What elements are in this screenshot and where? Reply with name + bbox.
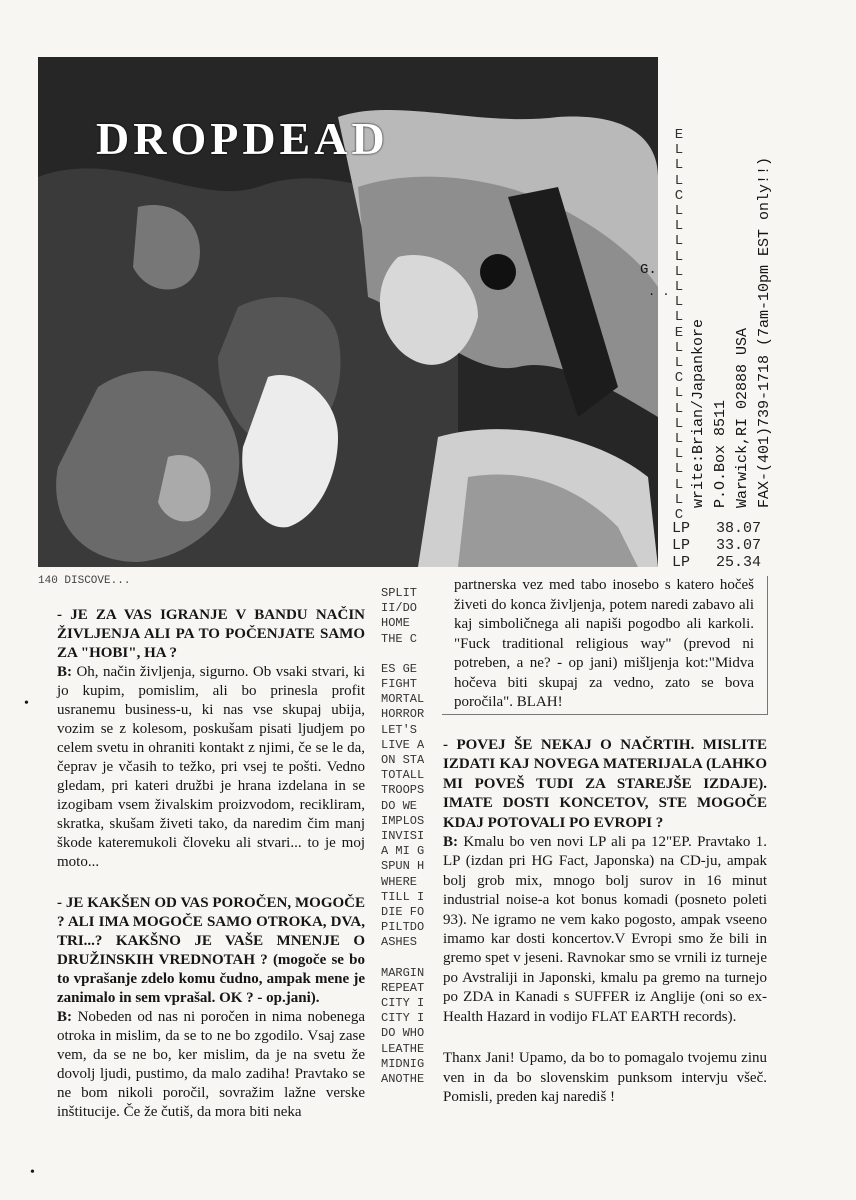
strip-letter: L <box>674 294 684 311</box>
strip-letter: C <box>674 507 684 524</box>
contact-address <box>690 110 773 510</box>
tracklist-line: II/DO <box>381 601 418 616</box>
strip-letter: L <box>674 355 684 372</box>
tracklist-line: IMPLOS <box>381 813 425 828</box>
tracklist-line: A MI G <box>381 844 425 859</box>
tracklist-line: DIE FO <box>381 905 425 920</box>
bullet-mark: • <box>24 696 29 711</box>
lp-entry: LP 33.07 <box>672 537 762 554</box>
tracklist-line: LIVE A <box>381 737 425 752</box>
lp-entry: LP 25.34 <box>672 554 762 571</box>
answer-1: B: Oh, način življenja, sigurno. Ob vsaki stvari, ki jo kupim, pomislim, ali bo prinesla profit usranemu business-u, ki nas vse skupaj ubija, vozim se z kolesom, poskušam pisati ljudjem po celem svetu in ohraniti kontakt z njimi, če se le da, čeprav je včasih to težko, pri vsej te pošti. Vedno gledam, pri kateri družbi je hrana izdelana in se izogibam vsem živalskim proizvodom, recikliram, skratka, skušam živeti tako, da naredim čim manj škode kateremukoli človeku ali stvari... to je moj moto... <box>57 664 365 870</box>
interview-right-column <box>443 736 767 1107</box>
strip-letter: L <box>674 263 684 280</box>
strip-letter: L <box>674 476 684 493</box>
tracklist-line: ASHES <box>381 935 418 950</box>
band-logo: DROPDEAD <box>96 113 389 164</box>
answer-3: B: Kmalu bo ven novi LP ali pa 12"EP. Pravtako 1. LP (izdan pri HG Fact, Japonska) na CD-ju, ampak bolj grob mix, mnogo bolj surov in 16 minut industrial noise-a kot bonus komadi (posneto poleti 93). Ne igramo ne vem kako pogosto, ampak vseeno imamo kar dosti koncertov.V Evropi smo že bili in gremo spet v jeseni. Ravnokar smo se vrnili iz turneje po Avstraliji in Japonski, kmalu pa gremo na turnejo po ZDA in Kanadi s SUFFER iz Anglije (oni so ex-Health Hazard in vodijo FLAT EARTH records). <box>443 834 767 1025</box>
vertical-letter-strip <box>672 128 686 523</box>
strip-letter: L <box>674 431 684 448</box>
strip-letter: L <box>674 248 684 265</box>
strip-letter: L <box>674 400 684 417</box>
lp-entry: LP 38.07 <box>672 520 762 537</box>
strip-letter: L <box>674 309 684 326</box>
tracklist-line: WHERE <box>381 874 418 889</box>
strip-letter: L <box>674 339 684 356</box>
contact-line: FAX-(401)739-1718 (7am-10pm EST only!!) <box>756 156 773 508</box>
contact-line: P.O.Box 8511 <box>712 399 729 508</box>
tracklist-line: TOTALL <box>381 768 425 783</box>
tracklist-line: REPEAT <box>381 980 425 995</box>
strip-letter: L <box>674 218 684 235</box>
fragment-bottom: 140 DISCOVE... <box>38 575 131 587</box>
strip-letter: L <box>674 446 684 463</box>
contact-line: write:Brian/Japankore <box>690 318 707 508</box>
tracklist-line: FIGHT <box>381 677 418 692</box>
tracklist-line: ES GE <box>381 661 418 676</box>
strip-letter: L <box>674 203 684 220</box>
fragment-dots: . . <box>648 285 670 299</box>
tracklist-line: ON STA <box>381 753 425 768</box>
tracklist-line: PILTDO <box>381 920 425 935</box>
question-2: - JE KAKŠEN OD VAS POROČEN, MOGOČE ? ALI IMA MOGOČE SAMO OTROKA, DVA, TRI...? KAKŠNO JE VAŠE MNENJE O DRUŽINSKIH VREDNOTAH ? (mogoče se bo to vprašanje zdelo komu čudno, ampak mene je zanimalo in sem vprašal. OK ? - op.jani). <box>57 895 365 1006</box>
tracklist-line: CITY I <box>381 996 425 1011</box>
tracklist-line: TROOPS <box>381 783 425 798</box>
tracklist-line: MIDNIG <box>381 1056 425 1071</box>
band-photo <box>38 57 658 567</box>
tracklist-line: TILL I <box>381 889 425 904</box>
tracklist-line: ANOTHE <box>381 1072 425 1087</box>
pasted-text-box <box>442 576 768 715</box>
tracklist-line: MARGIN <box>381 965 425 980</box>
tracklist-line: DO WE <box>381 798 418 813</box>
answer-2: B: Nobeden od nas ni poročen in nima nobenega otroka in mislim, da se to ne bo zgodilo. Vsaj zase vem, da se ne bo, ker mislim, da je na svetu že dovolj ljudi, pustimo, da malo zadiha! Pravtako se ne bom nikoli poročil, sovražim lažne verske inštitucije. Če že čutiš, da mora biti neka <box>57 1009 365 1120</box>
tracklist-line: LEATHE <box>381 1041 425 1056</box>
answer-2-continued: partnerska vez med tabo inosebo s katero hočeš živeti do konca življenja, potem naredi zabavo ali kaj simboličnega ali napiši pogodbo ali karkoli. "Fuck traditional religious way" (prevod ni potreben, a ne? - op jani) mišljenja kot:"Midva hočeva biti skupaj za vedno, zato se bova poročila". BLAH! <box>454 577 754 710</box>
fragment-g: G. <box>640 262 657 278</box>
strip-letter: L <box>674 415 684 432</box>
tracklist-line: HORROR <box>381 707 425 722</box>
strip-letter: E <box>674 127 684 143</box>
strip-letter: L <box>674 491 684 508</box>
tracklist-line: HOME <box>381 616 410 631</box>
strip-letter: L <box>674 461 684 478</box>
strip-letter: C <box>674 370 684 387</box>
strip-letter: L <box>674 279 684 296</box>
strip-letter: E <box>674 324 684 341</box>
bullet-mark: • <box>30 1165 35 1180</box>
tracklist-line: THE C <box>381 631 418 646</box>
strip-letter: L <box>674 385 684 402</box>
question-3: - POVEJ ŠE NEKAJ O NAČRTIH. MISLITE IZDATI KAJ NOVEGA MATERIJALA (LAHKO MI POVEŠ TUDI ZA STAREJŠE IZDAJE). IMATE DOSTI KONCETOV, STE MOGOČE KDAJ POTOVALI PO EVROPI ? <box>443 737 767 831</box>
tracklist-line: CITY I <box>381 1011 425 1026</box>
lp-price-list <box>672 520 761 571</box>
strip-letter: L <box>674 233 684 250</box>
tracklist-line: SPUN H <box>381 859 425 874</box>
tracklist-line: MORTAL <box>381 692 425 707</box>
strip-letter: L <box>674 172 684 189</box>
question-1: - JE ZA VAS IGRANJE V BANDU NAČIN ŽIVLJENJA ALI PA TO POČENJATE SAMO ZA "HOBI", HA ? <box>57 607 365 661</box>
strip-letter: L <box>674 142 684 159</box>
tracklist-line: SPLIT <box>381 586 418 600</box>
closing-note: Thanx Jani! Upamo, da bo to pomagalo tvojemu zinu ven in da bo slovenskim punksom intervju všeč. Pomisli, preden kaj narediš ! <box>443 1050 767 1105</box>
tracklist-line: INVISI <box>381 829 425 844</box>
tracklist-line: DO WHO <box>381 1026 425 1041</box>
tracklist-line: LET'S <box>381 722 418 737</box>
contact-line: Warwick,RI 02888 USA <box>734 327 751 508</box>
strip-letter: C <box>674 187 684 204</box>
interview-left-column <box>57 606 365 1122</box>
strip-letter: L <box>674 157 684 174</box>
